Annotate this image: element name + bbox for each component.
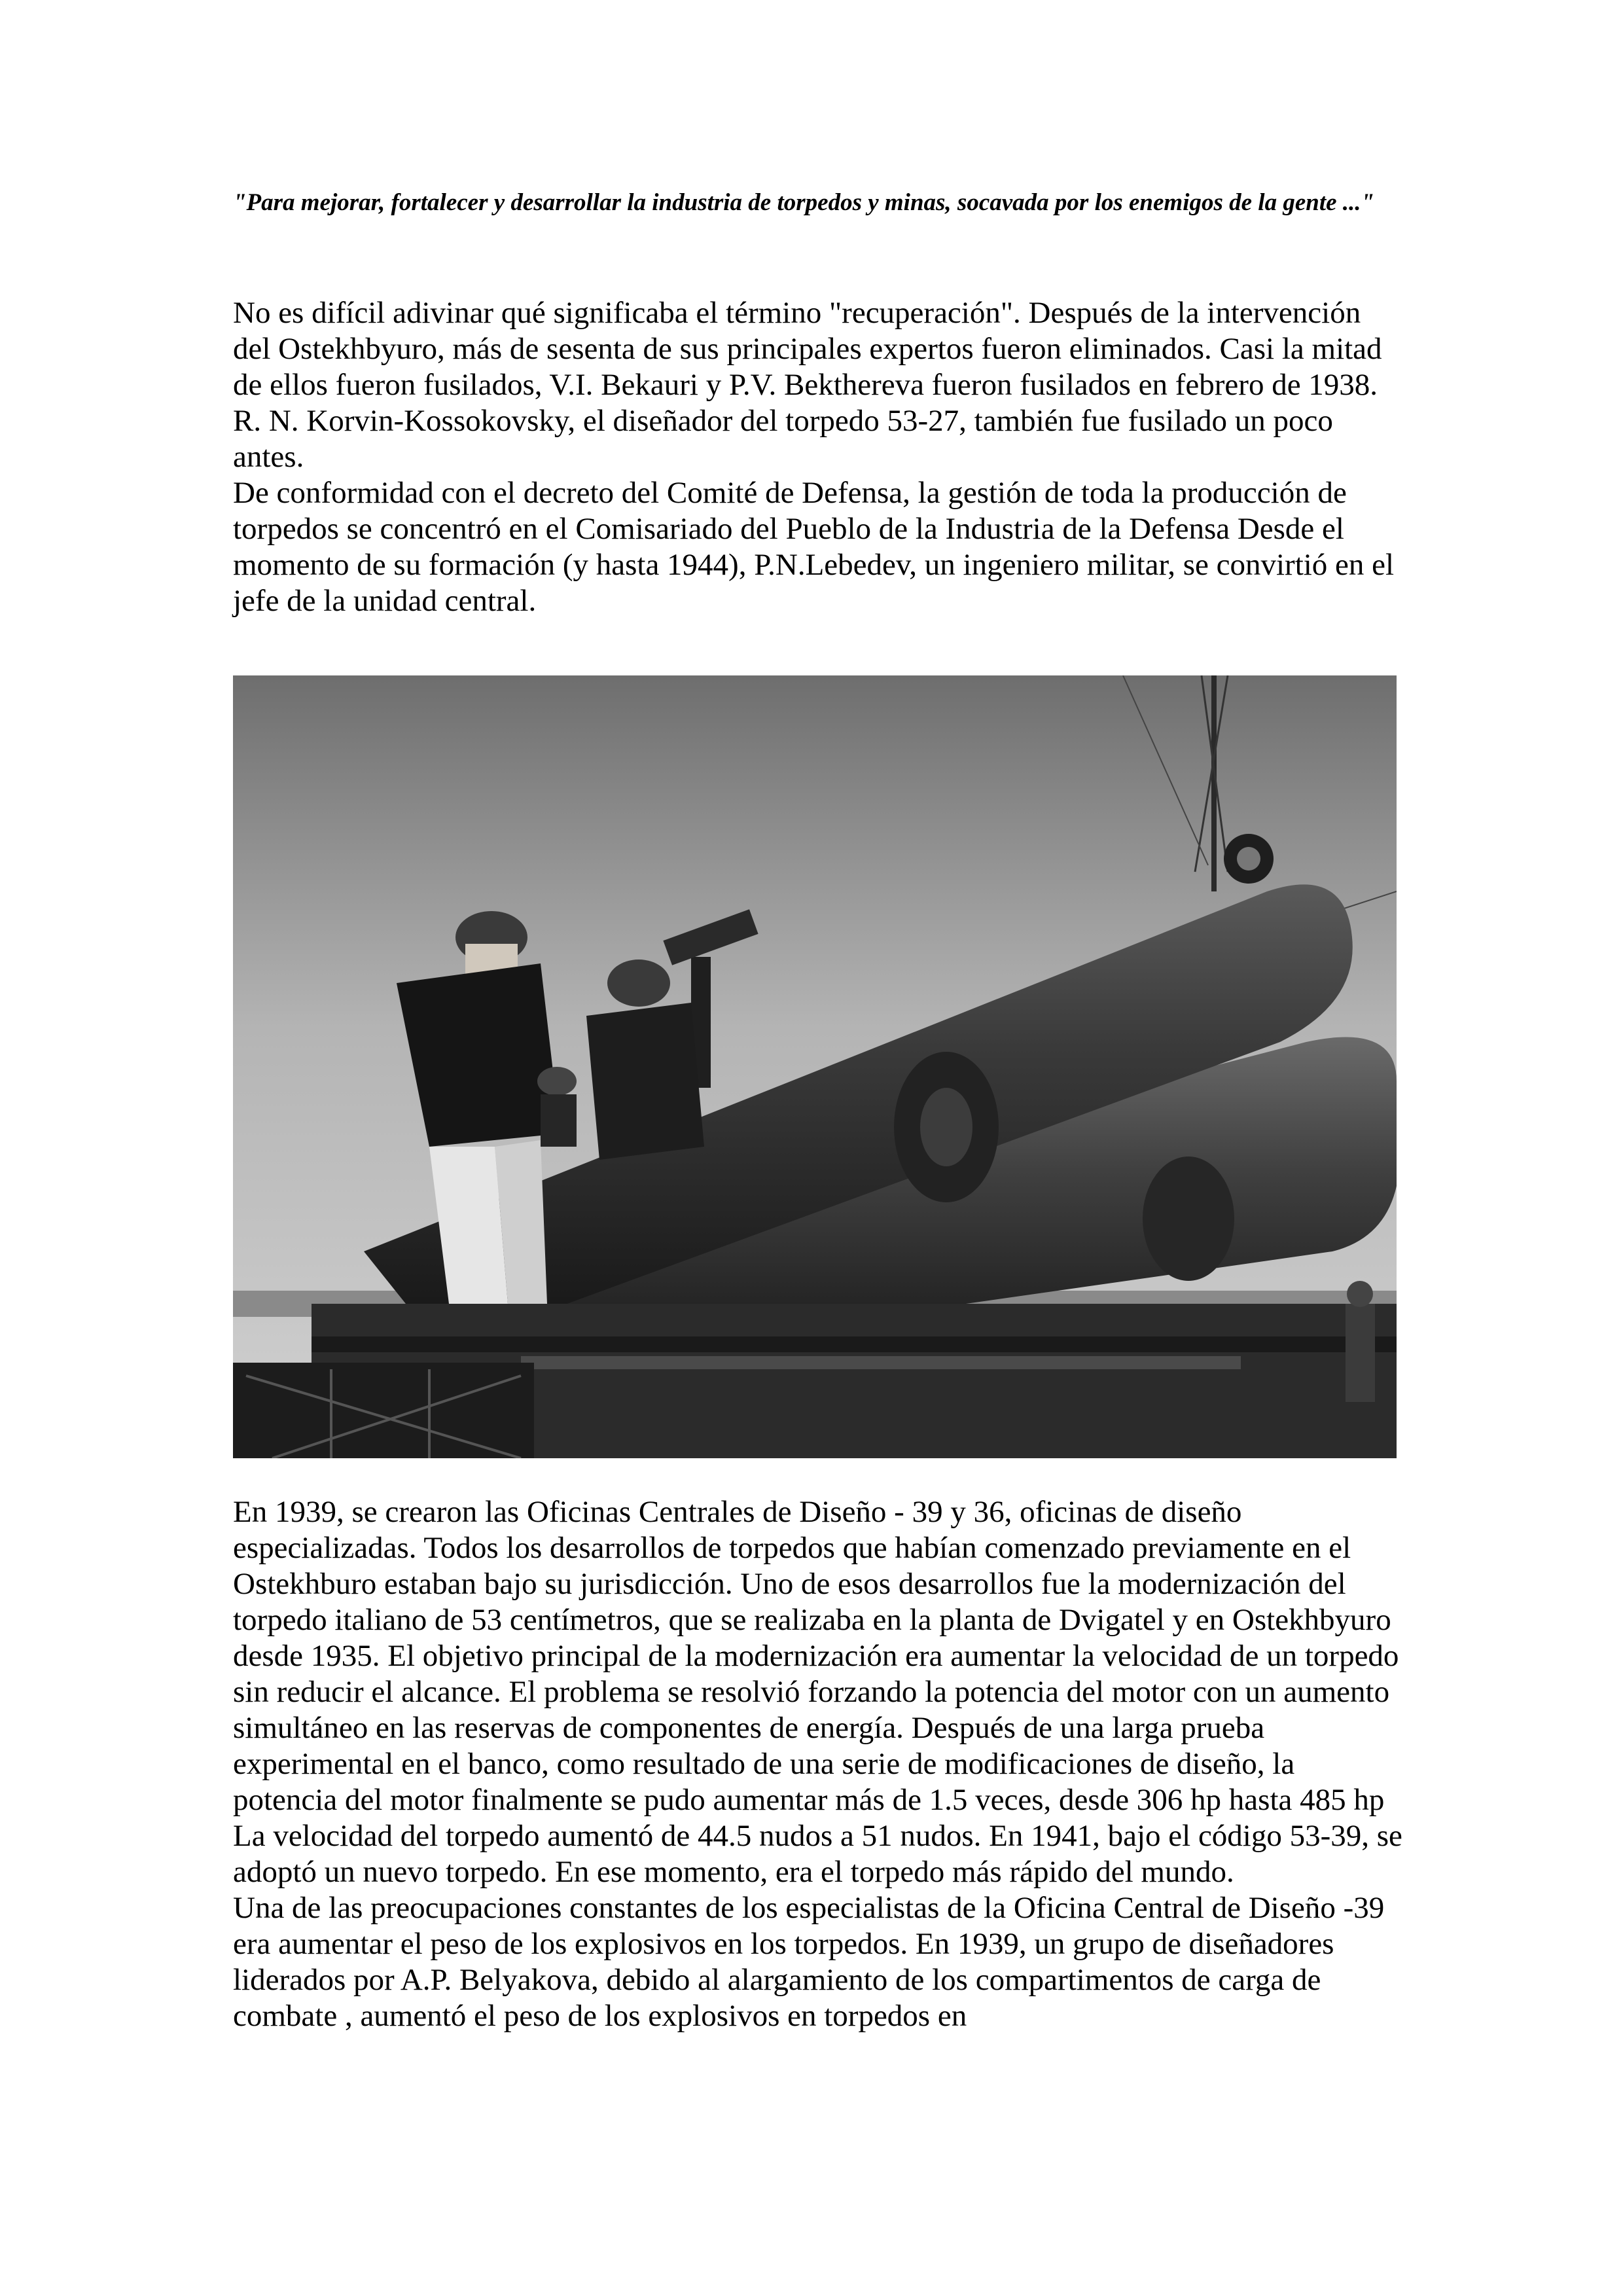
torpedo-launcher-photo (233, 675, 1397, 1458)
paragraph: En 1939, se crearon las Oficinas Centrales de Diseño - 39 y 36, oficinas de diseño especializadas. Todos los desarrollos de torpedos que habían comenzado previamente en el Ostekhburo estaban bajo su jurisdicción. Uno de esos desarrollos fue la modernización del torpedo italiano de 53 centímetros, que se realizaba en la planta de Dvigatel y en Ostekhbyuro desde 1935. El objetivo principal de la modernización era aumentar la velocidad de un torpedo sin reducir el alcance. El problema se resolvió forzando la potencia del motor con un aumento simultáneo en las reservas de componentes de energía. Después de una larga prueba experimental en el banco, como resultado de una serie de modificaciones de diseño, la potencia del motor finalmente se pudo aumentar más de 1.5 veces, desde 306 hp hasta 485 hp La velocidad del torpedo aumentó de 44.5 nudos a 51 nudos. En 1941, bajo el código 53-39, se adoptó un nuevo torpedo. En ese momento, era el torpedo más rápido del mundo. (233, 1495, 1402, 1889)
paragraph: Una de las preocupaciones constantes de los especialistas de la Oficina Central de Diseño -39 era aumentar el peso de los explosivos en los torpedos. En 1939, un grupo de diseñadores liderados por A.P. Belyakova, debido al alargamiento de los compartimentos de carga de combate , aumentó el peso de los explosivos en torpedos en (233, 1891, 1385, 2033)
text-block-bottom (233, 1494, 1404, 2034)
text-block-top (233, 295, 1404, 619)
epigraph-quote: "Para mejorar, fortalecer y desarrollar la industria de torpedos y minas, socavada por los enemigos de la gente ..." (233, 189, 1375, 216)
paragraph: De conformidad con el decreto del Comité de Defensa, la gestión de toda la producción de torpedos se concentró en el Comisariado del Pueblo de la Industria de la Defensa Desde el momento de su formación (y hasta 1944), P.N.Lebedev, un ingeniero militar, se convirtió en el jefe de la unidad central. (233, 476, 1395, 618)
paragraph: No es difícil adivinar qué significaba el término "recuperación". Después de la intervención del Ostekhbyuro, más de sesenta de sus principales expertos fueron eliminados. Casi la mitad de ellos fueron fusilados, V.I. Bekauri y P.V. Bekthereva fueron fusilados en febrero de 1938. R. N. Korvin-Kossokovsky, el diseñador del torpedo 53-27, también fue fusilado un poco antes. (233, 296, 1382, 474)
